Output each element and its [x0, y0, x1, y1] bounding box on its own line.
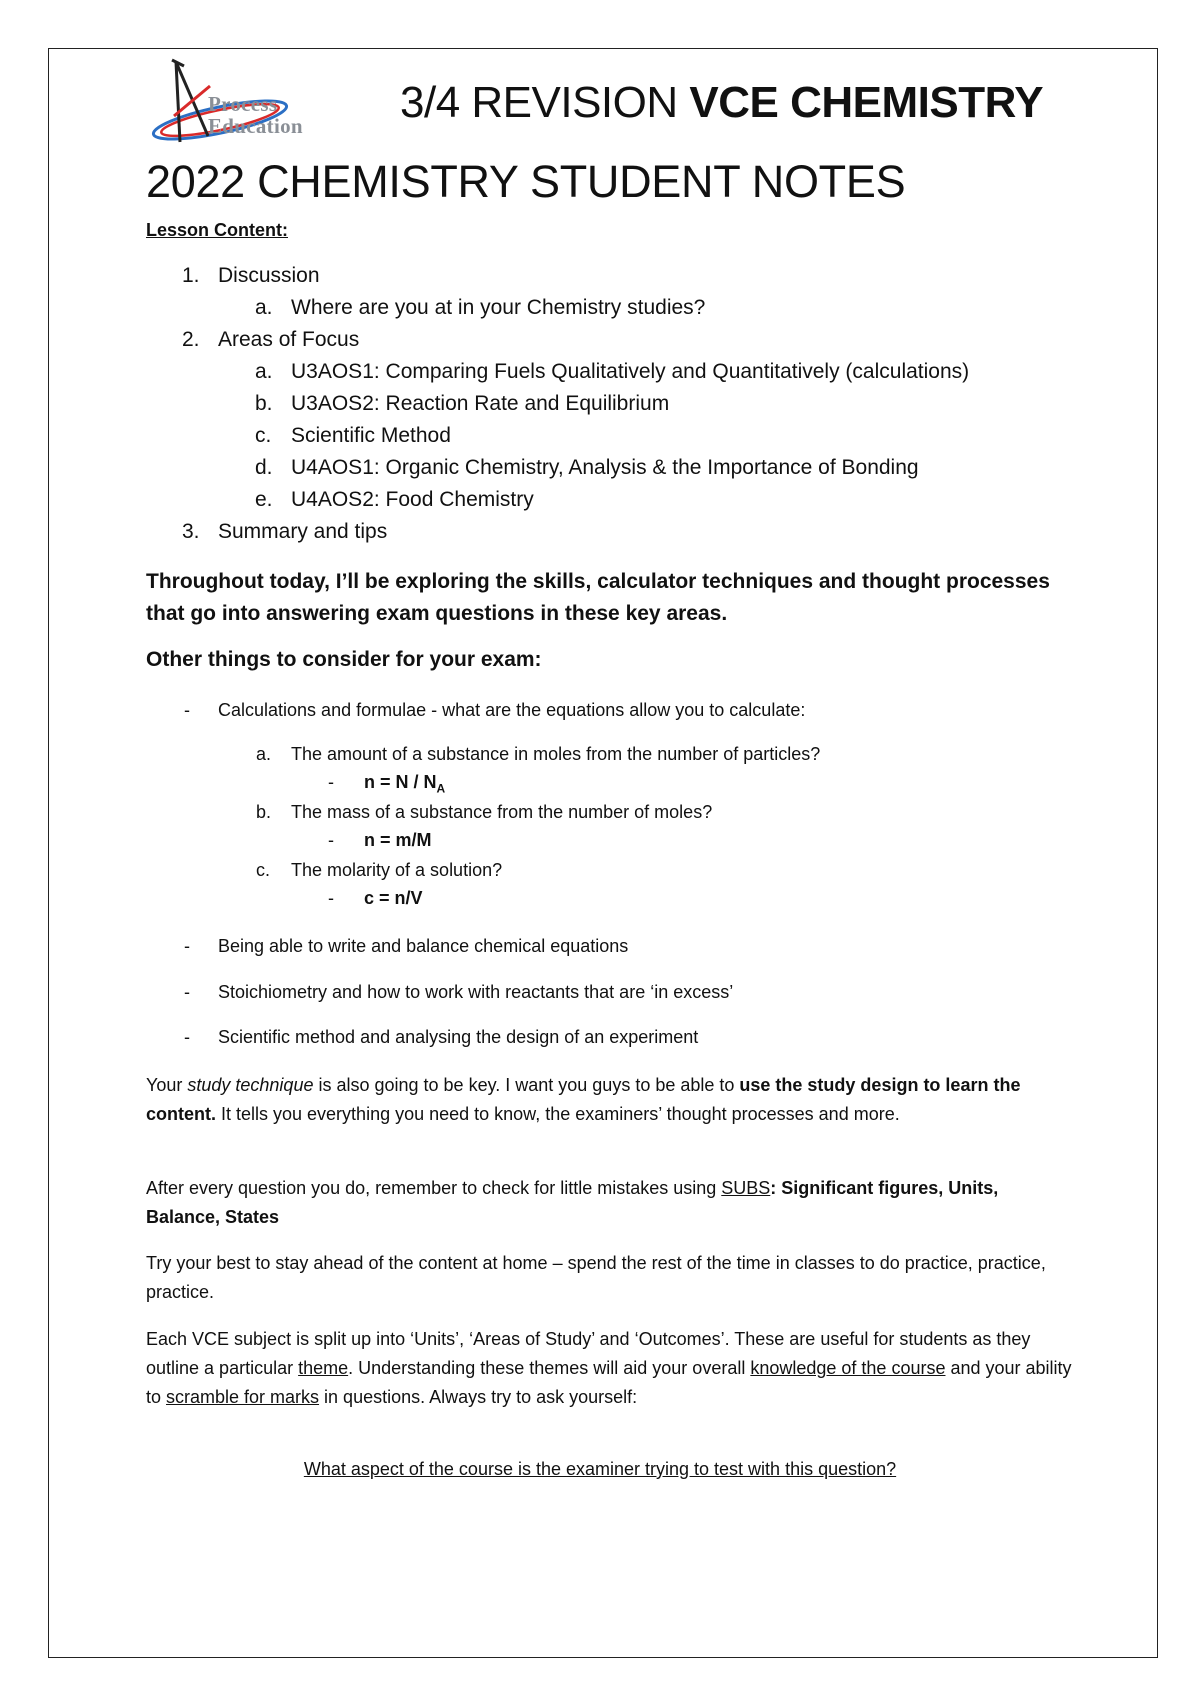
- page-title: 2022 CHEMISTRY STUDENT NOTES: [146, 156, 906, 207]
- list-item: Scientific Method: [291, 424, 451, 447]
- list-item-number: a.: [255, 360, 273, 383]
- list-item: Stoichiometry and how to work with reactants that are ‘in excess’: [218, 982, 734, 1002]
- bullet-dash: -: [328, 830, 334, 850]
- header-title-bold: VCE CHEMISTRY: [689, 78, 1044, 127]
- list-item-number: b.: [256, 802, 272, 822]
- subs-paragraph: [146, 1174, 1076, 1232]
- logo-text-education: Education: [208, 114, 303, 138]
- header-title-prefix: 3/4 REVISION: [400, 78, 690, 127]
- list-item: U3AOS2: Reaction Rate and Equilibrium: [291, 392, 670, 415]
- text-run: After every question you do, remember to check for little mistakes using: [146, 1178, 722, 1198]
- text-run-underline: SUBS: [721, 1178, 771, 1198]
- list-item-number: c.: [255, 424, 272, 447]
- text-run-underline: scramble for marks: [166, 1387, 320, 1407]
- list-item-number: a.: [255, 296, 273, 319]
- units-paragraph: [146, 1325, 1076, 1412]
- logo-text-process: Process: [208, 92, 278, 116]
- bullet-dash: -: [184, 936, 190, 956]
- list-item: Calculations and formulae - what are the equations allow you to calculate:: [218, 700, 806, 720]
- formula-text: n = N / N: [364, 772, 437, 792]
- formula-mass-moles: n = m/M: [364, 830, 432, 850]
- text-run-bold: use the study design to learn the content.: [146, 1075, 1021, 1124]
- list-item: The mass of a substance from the number of moles?: [291, 802, 713, 822]
- text-run: Your: [146, 1075, 188, 1095]
- bullet-dash: -: [184, 700, 190, 720]
- closing-question: What aspect of the course is the examiner trying to test with this question?: [303, 1459, 897, 1479]
- text-run-underline: knowledge of the course: [750, 1358, 946, 1378]
- list-item-number: c.: [256, 860, 271, 880]
- formula-molarity: c = n/V: [364, 888, 423, 908]
- text-run-bold: : Significant figures, Units, Balance, States: [146, 1178, 999, 1227]
- study-technique-paragraph: [146, 1071, 1076, 1129]
- page-border: [48, 48, 1158, 1658]
- list-item-number: b.: [255, 392, 273, 415]
- list-item-number: 1.: [182, 264, 200, 287]
- list-item: Where are you at in your Chemistry studies?: [291, 296, 706, 319]
- text-run-italic: study technique: [187, 1075, 314, 1095]
- list-item: Being able to write and balance chemical equations: [218, 936, 629, 956]
- text-run-underline: theme: [298, 1358, 349, 1378]
- bullet-dash: -: [184, 982, 190, 1002]
- list-item-number: e.: [255, 488, 273, 511]
- list-item-number: d.: [255, 456, 273, 479]
- list-item: U3AOS1: Comparing Fuels Qualitatively and Quantitatively (calculations): [291, 360, 970, 383]
- bullet-dash: -: [184, 1027, 190, 1047]
- bullet-dash: -: [328, 772, 334, 792]
- list-item: The molarity of a solution?: [291, 860, 503, 880]
- lesson-content-heading: Lesson Content:: [146, 220, 288, 240]
- formula-moles-particles: [364, 772, 445, 796]
- text-run: and your ability to: [146, 1358, 1072, 1407]
- process-education-logo: [150, 56, 350, 148]
- other-things-heading: Other things to consider for your exam:: [146, 648, 542, 671]
- stay-ahead-paragraph: Try your best to stay ahead of the content at home – spend the rest of the time in classes to do practice, practice, practice.: [146, 1253, 1046, 1302]
- list-item: Areas of Focus: [218, 328, 360, 351]
- intro-paragraph: Throughout today, I’ll be exploring the skills, calculator techniques and thought processes that go into answering exam questions in these key areas.: [146, 570, 1050, 625]
- list-item: U4AOS2: Food Chemistry: [291, 488, 534, 511]
- list-item-number: a.: [256, 744, 272, 764]
- list-item-number: 3.: [182, 520, 200, 543]
- list-item: Discussion: [218, 264, 320, 287]
- text-run: is also going to be key. I want you guys to be able to: [313, 1075, 740, 1095]
- formula-subscript: A: [436, 781, 446, 796]
- text-run: in questions. Always try to ask yourself:: [319, 1387, 638, 1407]
- list-item: Scientific method and analysing the design of an experiment: [218, 1027, 699, 1047]
- text-run: . Understanding these themes will aid your overall: [348, 1358, 751, 1378]
- bullet-dash: -: [328, 888, 334, 908]
- list-item: The amount of a substance in moles from the number of particles?: [291, 744, 821, 764]
- list-item-number: 2.: [182, 328, 200, 351]
- list-item: U4AOS1: Organic Chemistry, Analysis & the Importance of Bonding: [291, 456, 919, 479]
- text-run: Each VCE subject is split up into ‘Units’, ‘Areas of Study’ and ‘Outcomes’. These are useful for students as they outline a particular: [146, 1329, 1031, 1378]
- list-item: Summary and tips: [218, 520, 388, 543]
- header-title: [400, 78, 1043, 128]
- text-run: It tells you everything you need to know, the examiners’ thought processes and more.: [216, 1104, 900, 1124]
